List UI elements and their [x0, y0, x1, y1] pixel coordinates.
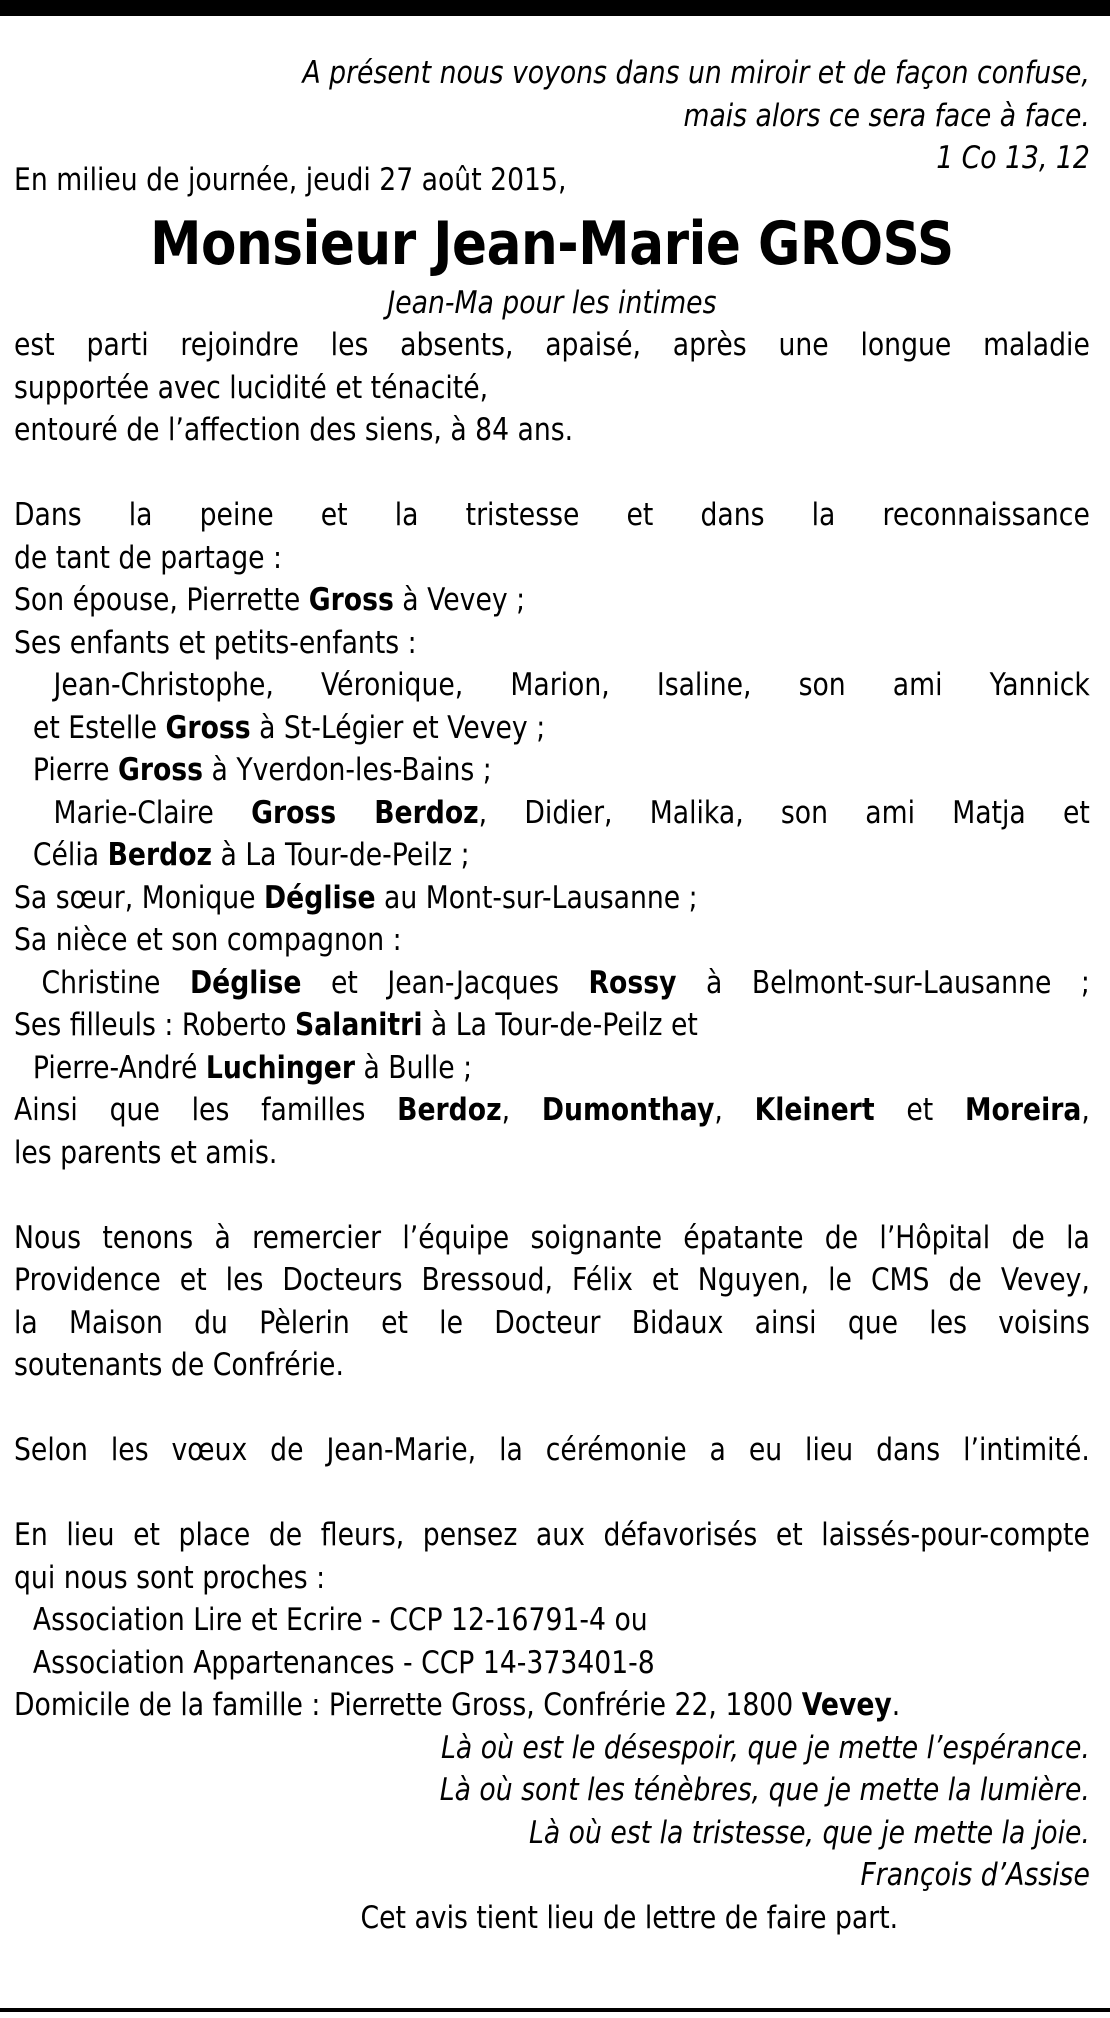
family-name: Dumonthay	[541, 1092, 715, 1128]
announcement-line: est parti rejoindre les absents, apaisé, après une longue maladie	[14, 327, 1090, 363]
niece-line: Christine Déglise et Jean-Jacques Rossy à Belmont-sur-Lausanne ;	[41, 964, 1090, 1001]
closing-quote	[14, 1727, 1090, 1897]
domicile-line: Domicile de la famille : Pierrette Gross, Confrérie 22, 1800 Vevey.	[14, 1687, 901, 1723]
child-line: Célia Berdoz à La Tour-de-Peilz ;	[32, 837, 470, 873]
reference-row	[14, 137, 1090, 198]
spacer	[14, 1387, 1090, 1430]
closing-quote-line: Là où est le désespoir, que je mette l’espérance.	[441, 1729, 1090, 1766]
announcement-line: supportée avec lucidité et ténacité,	[14, 369, 489, 406]
child-line: Pierre Gross à Yverdon-les-Bains ;	[32, 752, 492, 788]
child-line: Jean-Christophe, Véronique, Marion, Isaline, son ami Yannick	[53, 667, 1090, 703]
children-label: Ses enfants et petits-enfants :	[14, 624, 417, 661]
family-name: Gross Berdoz	[251, 794, 479, 831]
thanks-line: Nous tenons à remercier l’équipe soignante épatante de l’Hôpital de la	[14, 1219, 1090, 1256]
family-name: Luchinger	[205, 1049, 356, 1086]
family-intro: Dans la peine et la tristesse et dans la reconnaissance	[14, 497, 1090, 533]
spacer	[14, 452, 1090, 495]
family-name: Moreira	[965, 1092, 1082, 1128]
closing-quote-author: François d’Assise	[860, 1857, 1090, 1893]
niece-label: Sa nièce et son compagnon :	[14, 922, 402, 958]
sister-line: Sa sœur, Monique Déglise au Mont-sur-Lausanne ;	[14, 879, 698, 916]
announcement-line: entouré de l’affection des siens, à 84 ans.	[14, 412, 574, 448]
epigraph-line: mais alors ce sera face à face.	[683, 97, 1090, 134]
donations-line: En lieu et place de fleurs, pensez aux défavorisés et laissés-pour-compte	[14, 1517, 1090, 1553]
obituary-notice	[14, 52, 1090, 1939]
child-line: Marie-Claire Gross Berdoz, Didier, Malika, son ami Matja et	[53, 794, 1090, 831]
epigraph-reference: 1 Co 13, 12	[936, 140, 1090, 176]
family-name: Berdoz	[397, 1092, 502, 1128]
deceased-name: Monsieur Jean-Marie GROSS	[150, 208, 954, 279]
family-intro: de tant de partage :	[14, 539, 283, 576]
family-name: Gross	[117, 752, 204, 788]
child-line: et Estelle Gross à St-Légier et Vevey ;	[32, 709, 546, 746]
ceremony-line: Selon les vœux de Jean-Marie, la cérémonie a eu lieu dans l’intimité.	[14, 1432, 1090, 1468]
family-name: Kleinert	[754, 1092, 875, 1128]
family-name: Gross	[165, 709, 251, 746]
closing-quote-line: Là où sont les ténèbres, que je mette la lumière.	[439, 1772, 1090, 1808]
closing-quote-line: Là où est la tristesse, que je mette la joie.	[529, 1814, 1090, 1851]
thanks-line: la Maison du Pèlerin et le Docteur Bidaux ainsi que les voisins	[14, 1304, 1090, 1341]
family-name: Salanitri	[294, 1007, 423, 1043]
family-name: Déglise	[189, 964, 302, 1001]
godchildren-line: Pierre-André Luchinger à Bulle ;	[32, 1049, 473, 1086]
donations-line: qui nous sont proches :	[14, 1559, 326, 1596]
family-name: Déglise	[264, 879, 376, 916]
family-name: Rossy	[588, 964, 677, 1001]
family-name: Gross	[308, 582, 394, 618]
families-line: Ainsi que les familles Berdoz, Dumonthay, Kleinert et Moreira,	[14, 1092, 1090, 1128]
epigraph	[14, 52, 1090, 137]
date-line: En milieu de journée, jeudi 27 août 2015,	[14, 162, 567, 198]
families-line: les parents et amis.	[14, 1134, 278, 1171]
spouse-line: Son épouse, Pierrette Gross à Vevey ;	[14, 582, 526, 618]
notice-line: Cet avis tient lieu de lettre de faire part.	[360, 1899, 899, 1936]
bottom-border-rule	[0, 2008, 1110, 2012]
epigraph-line: A présent nous voyons dans un miroir et de façon confuse,	[302, 55, 1090, 91]
thanks-line: soutenants de Confrérie.	[14, 1347, 344, 1383]
association-line: Association Lire et Ecrire - CCP 12-16791-4 ou	[32, 1602, 648, 1638]
top-border-bar	[0, 0, 1110, 16]
godchildren-line: Ses filleuls : Roberto Salanitri à La Tour-de-Peilz et	[14, 1007, 698, 1043]
city-name: Vevey	[801, 1687, 892, 1723]
family-name: Berdoz	[107, 837, 213, 873]
spacer	[14, 1174, 1090, 1217]
association-line: Association Appartenances - CCP 14-373401-8	[32, 1644, 655, 1681]
spacer	[14, 1472, 1090, 1515]
deceased-nickname: Jean-Ma pour les intimes	[387, 284, 717, 321]
thanks-line: Providence et les Docteurs Bressoud, Félix et Nguyen, le CMS de Vevey,	[14, 1262, 1090, 1298]
